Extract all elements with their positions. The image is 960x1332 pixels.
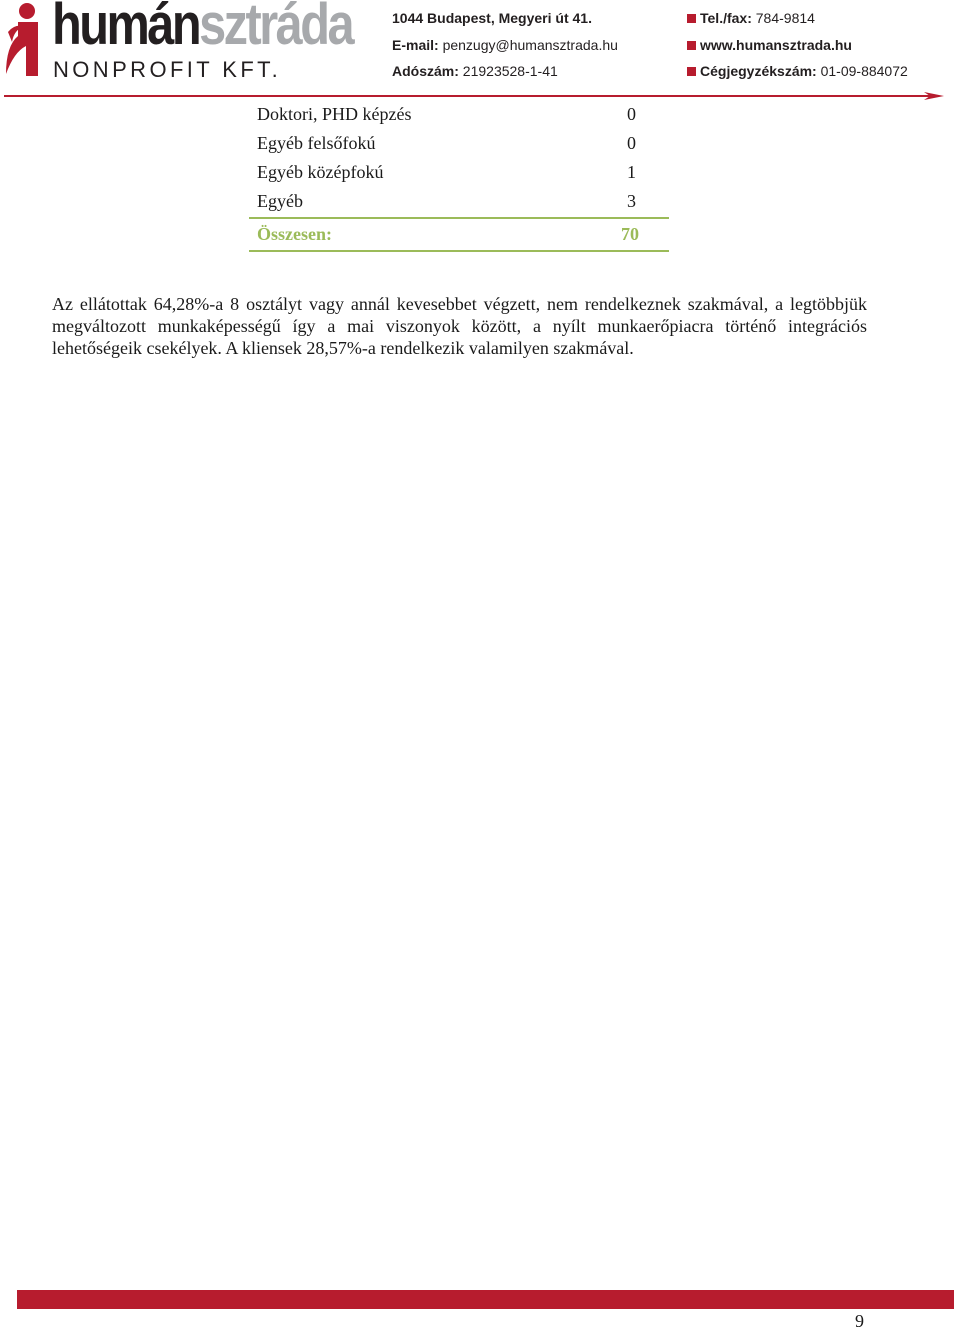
registration-line	[687, 63, 908, 79]
email-line	[392, 37, 618, 53]
header-arrow-rule	[4, 92, 944, 100]
email-label: E-mail:	[392, 37, 439, 53]
row-label: Egyéb	[257, 191, 303, 211]
logo-figure-icon	[4, 2, 44, 78]
row-value: 0	[627, 133, 636, 153]
table-row	[249, 100, 669, 129]
page-number: 9	[855, 1311, 864, 1331]
tax-value: 21923528-1-41	[462, 63, 558, 79]
logo-text-dark: humán	[52, 0, 200, 57]
tax-label: Adószám:	[392, 63, 459, 79]
bullet-square-icon	[687, 67, 696, 76]
body-paragraph: Az ellátottak 64,28%-a 8 osztályt vagy annál kevesebbet végzett, nem rendelkeznek szakmával, a legtöbbjük megváltozott munkaképességű így a mai viszonyok között, a nyílt munkaerőpiacra történő integrációs lehetőségeik csekélyek. A kliensek 28,57%-a rendelkezik valamilyen szakmával.	[52, 294, 867, 358]
tax-number-line	[392, 63, 558, 79]
registration-label: Cégjegyzékszám:	[700, 63, 817, 79]
table-divider	[249, 250, 669, 252]
email-value[interactable]: penzugy@humansztrada.hu	[442, 37, 618, 53]
row-value: 0	[627, 104, 636, 124]
row-value: 3	[627, 191, 636, 211]
row-label: Egyéb középfokú	[257, 162, 384, 182]
company-logo-subtitle: NONPROFIT KFT.	[53, 57, 282, 82]
row-value: 1	[627, 162, 636, 182]
table-row	[249, 187, 669, 216]
address-text: 1044 Budapest, Megyeri út 41.	[392, 10, 592, 26]
registration-value: 01-09-884072	[820, 63, 908, 79]
website-link[interactable]: www.humansztrada.hu	[700, 37, 852, 53]
row-label: Doktori, PHD képzés	[257, 104, 412, 124]
row-label: Egyéb felsőfokú	[257, 133, 376, 153]
company-logo-text	[52, 0, 353, 57]
table-total-row	[249, 219, 669, 249]
bullet-square-icon	[687, 14, 696, 23]
address-line	[392, 10, 592, 26]
table-row	[249, 129, 669, 158]
total-label: Összesen:	[257, 224, 332, 244]
education-level-table	[249, 100, 669, 252]
logo-text-grey: sztráda	[199, 0, 353, 57]
phone-label: Tel./fax:	[700, 10, 752, 26]
letterhead	[0, 0, 960, 104]
table-row	[249, 158, 669, 187]
footer-bar	[17, 1290, 954, 1309]
phone-line	[687, 10, 815, 26]
website-line	[687, 37, 852, 53]
total-value: 70	[621, 224, 639, 244]
phone-value: 784-9814	[755, 10, 815, 26]
bullet-square-icon	[687, 41, 696, 50]
